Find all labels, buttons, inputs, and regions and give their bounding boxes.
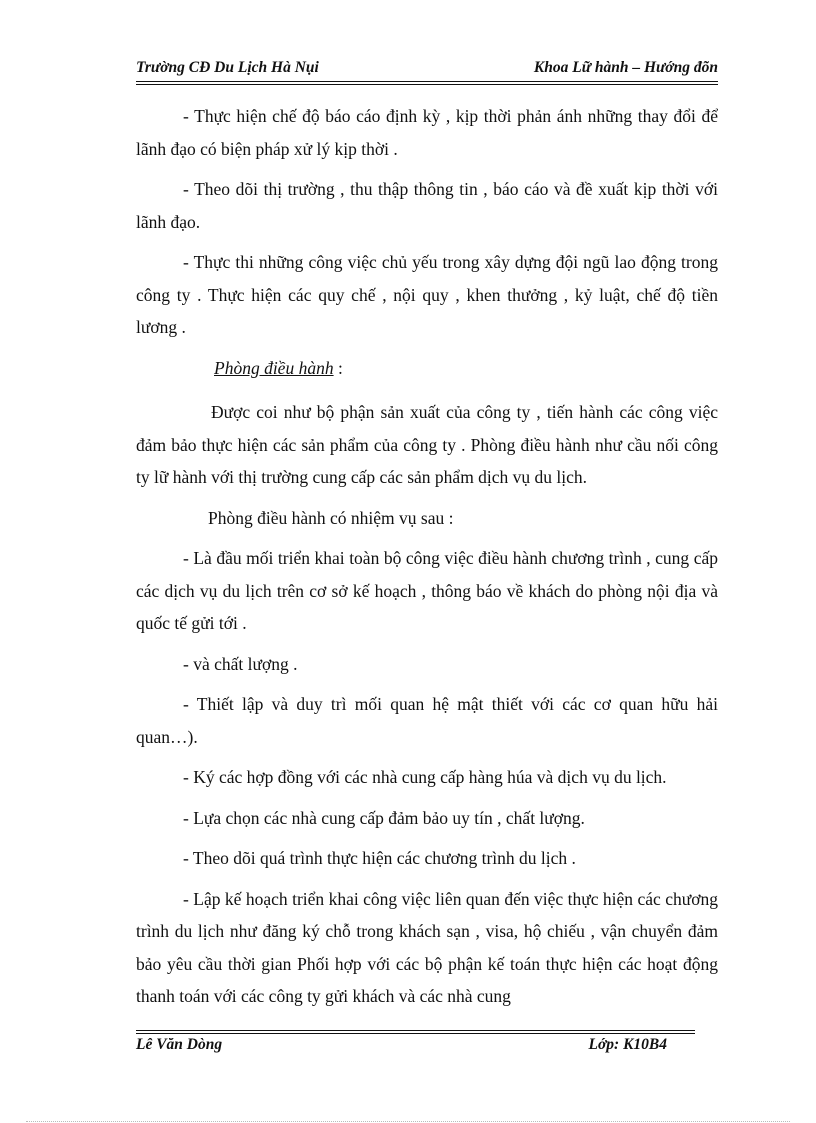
duties-heading: Phòng điều hành có nhiệm vụ sau : [208, 507, 454, 528]
footer-class: Lớp: K10B4 [588, 1036, 667, 1053]
footer-rule-top [136, 1030, 695, 1031]
header-school: Trường CĐ Du Lịch Hà Nụi [136, 59, 319, 76]
paragraph: - Theo dõi thị trường , thu thập thông tin , báo cáo và đề xuất kịp thời với lãnh đạo. [136, 179, 718, 232]
paragraph: - Thực thi những công việc chủ yếu trong xây dựng đội ngũ lao động trong công ty . Thực hiện các quy chế , nội quy , khen thưởng , kỷ luật, chế độ tiền lương . [136, 252, 718, 337]
duty-item: - Ký các hợp đồng với các nhà cung cấp hàng húa và dịch vụ du lịch. [183, 767, 667, 787]
header-rule-bottom [136, 84, 718, 85]
page-footer [136, 1030, 695, 1056]
duty-item: - Là đầu mối triển khai toàn bộ công việc điều hành chương trình , cung cấp các dịch vụ du lịch trên cơ sở kế hoạch , thông báo về khách do phòng nội địa và quốc tế gửi tới . [136, 548, 718, 633]
duty-item: - Lập kế hoạch triển khai công việc liên quan đến việc thực hiện các chương trình du lịch như đăng ký chỗ trong khách sạn , visa, hộ chiếu , vận chuyển đảm bảo yêu cầu thời gian Phối hợp với các bộ phận kế toán thực hiện các hoạt động thanh toán với các công ty gửi khách và các nhà cung [136, 888, 718, 1006]
section-heading-label: Phòng điều hành [214, 357, 334, 378]
section-heading-suffix: : [333, 357, 343, 378]
header-rule-top [136, 81, 718, 82]
duty-item: - Theo dõi quá trình thực hiện các chương trình du lịch . [183, 848, 576, 868]
intro-paragraph: Được coi như bộ phận sản xuất của công ty , tiến hành các công việc đảm bảo thực hiện các sản phẩm của công ty . Phòng điều hành như cầu nối công ty lữ hành với thị trường cung cấp các sản phẩm dịch vụ du lịch. [136, 402, 718, 487]
footer-author: Lê Văn Dòng [136, 1036, 223, 1053]
page-header [136, 55, 718, 81]
paragraph: - Thực hiện chế độ báo cáo định kỳ , kịp thời phản ánh những thay đổi để lãnh đạo có biện pháp xử lý kịp thời . [136, 106, 718, 159]
section-heading [136, 352, 718, 385]
document-body [136, 100, 718, 1021]
footer-rule-bottom [136, 1033, 695, 1034]
duty-item: - Thiết lập và duy trì mối quan hệ mật thiết với các cơ quan hữu hải quan…). [136, 694, 718, 747]
duty-item: - và chất lượng . [183, 653, 298, 674]
header-faculty: Khoa Lữ hành – Hướng đõn [533, 59, 718, 76]
page-edge-divider [26, 1121, 790, 1122]
duty-item: - Lựa chọn các nhà cung cấp đảm bảo uy tín , chất lượng. [183, 807, 585, 828]
